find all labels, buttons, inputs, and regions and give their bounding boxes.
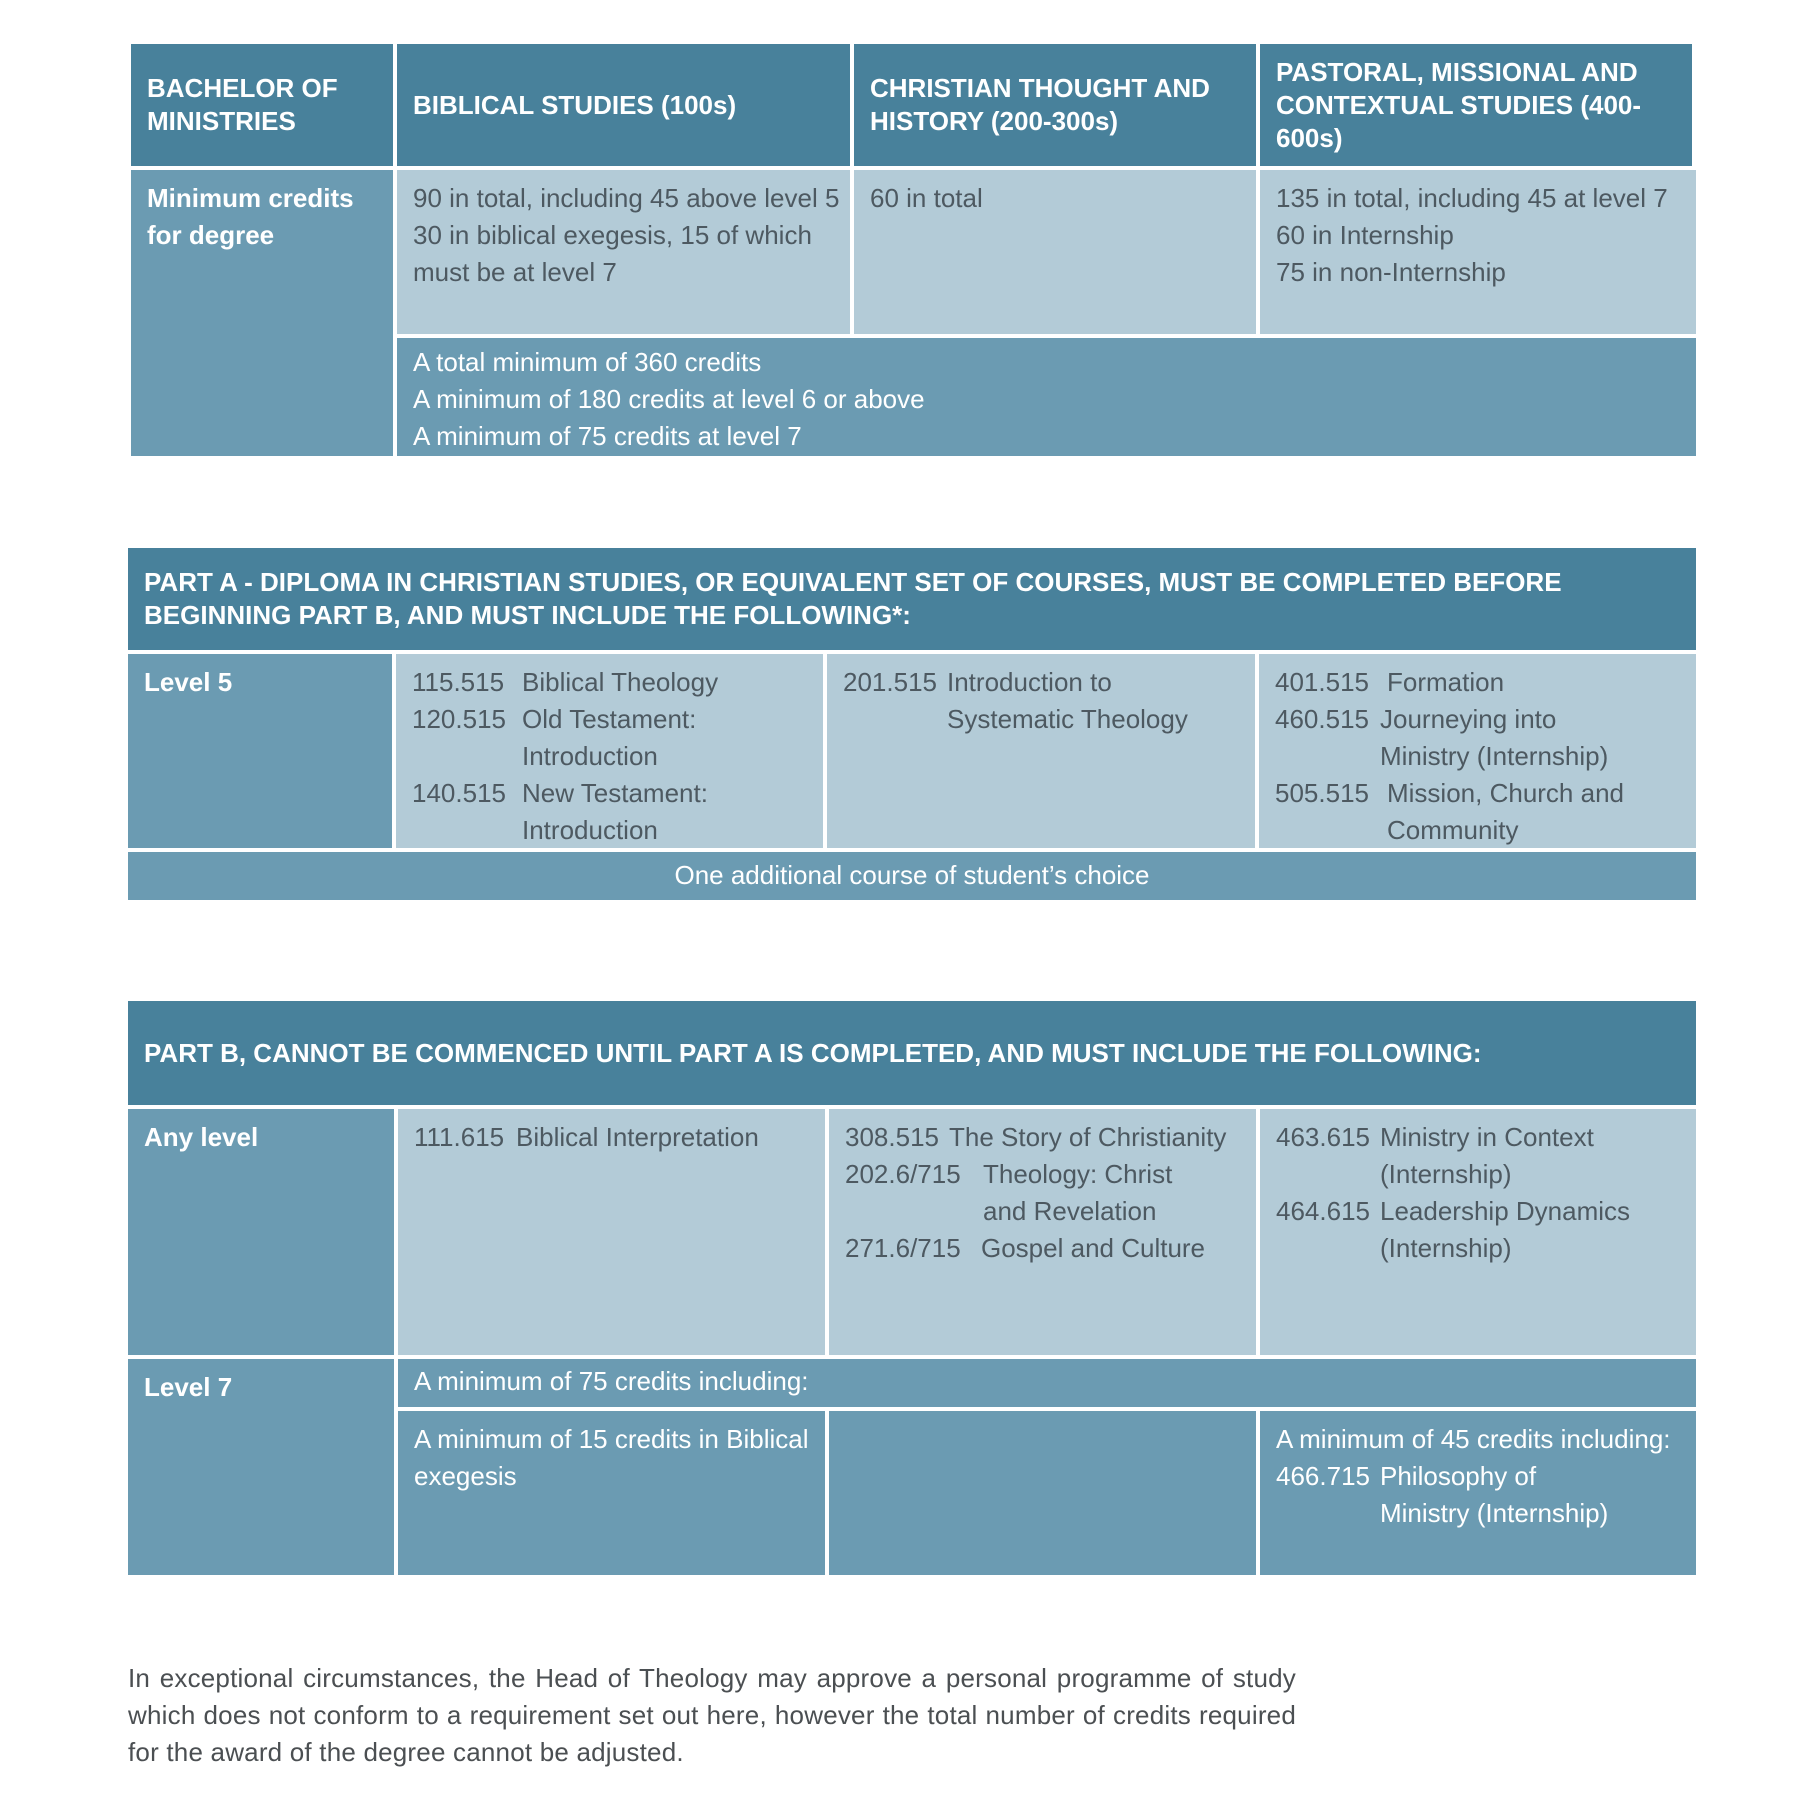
requirement-line: A minimum of 45 credits including:	[1276, 1424, 1671, 1454]
course-code: 308.515	[845, 1122, 939, 1152]
summary-right	[397, 170, 1696, 456]
course-title	[949, 1119, 1226, 1156]
course-title	[947, 664, 1188, 738]
header-text: CHRISTIAN THOUGHT AND HISTORY (200-300s)	[870, 73, 1210, 136]
course-entry	[412, 701, 807, 775]
part-b-heading	[128, 1001, 1696, 1105]
pastoral-credits-cell	[1260, 170, 1696, 334]
title-line: Introduction	[522, 815, 658, 845]
span-text: A minimum of 75 credits including:	[414, 1366, 809, 1396]
credits-line: 135 in total, including 45 at level 7	[1276, 183, 1668, 213]
header-text: PASTORAL, MISSIONAL AND CONTEXTUAL STUDIES (400-600s)	[1276, 56, 1642, 153]
summary-body	[131, 170, 1696, 456]
title-line: Biblical Interpretation	[516, 1122, 759, 1152]
course-entry	[1276, 1458, 1680, 1532]
course-code: 202.6/715	[845, 1159, 961, 1189]
title-line: Introduction	[522, 741, 658, 771]
course-entry	[1276, 1119, 1680, 1193]
title-line: Philosophy of	[1380, 1461, 1537, 1491]
level7-span-cell	[398, 1359, 1696, 1407]
part-b-level7-row	[128, 1359, 1696, 1575]
course-code: 466.715	[1276, 1461, 1370, 1491]
part-a-table	[128, 548, 1696, 900]
course-code: 460.515	[1275, 704, 1369, 734]
part-b-biblical-cell	[398, 1109, 825, 1355]
level-label-text: Level 5	[144, 667, 233, 697]
exceptional-circumstances-note	[128, 1660, 1296, 1771]
course-title	[981, 1230, 1205, 1267]
title-line: (Internship)	[1380, 1233, 1512, 1263]
header-biblical-studies	[397, 44, 850, 166]
course-title	[1380, 1119, 1594, 1193]
requirement-line: A minimum of 15 credits in Biblical	[414, 1424, 809, 1454]
course-title	[522, 664, 718, 701]
part-a-pastoral-cell	[1259, 654, 1696, 848]
course-entry	[845, 1119, 1240, 1156]
course-title	[1387, 664, 1504, 701]
christian-credits-cell	[854, 170, 1256, 334]
credits-line: 90 in total, including 45 above level 5	[413, 183, 840, 213]
title-line: Ministry (Internship)	[1380, 741, 1609, 771]
title-line: Mission, Church and	[1387, 778, 1624, 808]
level7-right	[398, 1359, 1696, 1575]
level7-columns	[398, 1411, 1696, 1575]
title-line: Theology: Christ	[983, 1159, 1173, 1189]
course-entry	[412, 775, 807, 849]
course-title	[1380, 701, 1608, 775]
course-entry	[843, 664, 1239, 738]
degree-summary-table	[131, 44, 1696, 456]
any-level-label	[128, 1109, 394, 1355]
title-line: Old Testament:	[522, 704, 697, 734]
credits-line: 60 in Internship	[1276, 220, 1454, 250]
credits-line: 30 in biblical exegesis, 15 of which	[413, 220, 812, 250]
title-line: Introduction to	[947, 667, 1112, 697]
course-title	[1380, 1458, 1608, 1532]
course-entry	[845, 1156, 1240, 1230]
title-line: Gospel and Culture	[981, 1233, 1206, 1263]
requirement-line: exegesis	[414, 1461, 517, 1491]
course-code: 464.615	[1276, 1196, 1370, 1226]
course-code: 201.515	[843, 667, 937, 697]
course-title	[522, 775, 708, 849]
credits-line: 75 in non-Internship	[1276, 257, 1506, 287]
title-line: Biblical Theology	[522, 667, 719, 697]
course-title	[516, 1119, 759, 1156]
part-b-table	[128, 1001, 1696, 1575]
level5-label	[128, 654, 392, 848]
title-line: Journeying into	[1380, 704, 1557, 734]
header-text: BACHELOR OF MINISTRIES	[147, 73, 338, 136]
level7-label	[128, 1359, 394, 1575]
title-line: Ministry in Context	[1380, 1122, 1594, 1152]
level-label-text: Level 7	[144, 1372, 233, 1402]
part-b-pastoral-cell	[1260, 1109, 1696, 1355]
course-code: 120.515	[412, 704, 506, 734]
course-entry	[1275, 775, 1680, 849]
title-line: The Story of Christianity	[949, 1122, 1227, 1152]
title-line: New Testament:	[522, 778, 708, 808]
total-line: A total minimum of 360 credits	[413, 347, 762, 377]
heading-text: PART B, CANNOT BE COMMENCED UNTIL PART A IS COMPLETED, AND MUST INCLUDE THE FOLLOWING:	[144, 1037, 1482, 1068]
part-a-christian-cell	[827, 654, 1255, 848]
title-line: and Revelation	[983, 1196, 1157, 1226]
course-entry	[845, 1230, 1240, 1267]
header-text: BIBLICAL STUDIES (100s)	[413, 89, 737, 120]
title-line: Community	[1387, 815, 1519, 845]
minimum-credits-label	[131, 170, 393, 456]
summary-header-row	[131, 44, 1696, 166]
part-b-any-level-row	[128, 1109, 1696, 1355]
course-code: 140.515	[412, 778, 506, 808]
summary-credits-row	[397, 170, 1696, 334]
course-title	[1380, 1193, 1630, 1267]
credits-line: must be at level 7	[413, 257, 617, 287]
title-line: Formation	[1387, 667, 1505, 697]
total-line: A minimum of 75 credits at level 7	[413, 421, 802, 451]
course-entry	[1275, 701, 1680, 775]
part-a-level5-row	[128, 654, 1696, 848]
footer-text: One additional course of student’s choice	[674, 860, 1150, 890]
title-line: (Internship)	[1380, 1159, 1512, 1189]
part-b-christian-cell	[829, 1109, 1256, 1355]
total-credits-cell	[397, 338, 1696, 456]
header-christian-thought	[854, 44, 1256, 166]
heading-text: PART A - DIPLOMA IN CHRISTIAN STUDIES, OR EQUIVALENT SET OF COURSES, MUST BE COMPLETED BEFORE BEGINNING PART B, AND MUST INCLUDE THE FOLLOWING*:	[144, 567, 1562, 630]
course-title	[1387, 775, 1624, 849]
header-bachelor-of-ministries	[131, 44, 393, 166]
credits-line: 60 in total	[870, 183, 983, 213]
course-code: 271.6/715	[845, 1233, 961, 1263]
level7-pastoral-cell	[1260, 1411, 1696, 1575]
course-code: 463.615	[1276, 1122, 1370, 1152]
part-a-footer	[128, 852, 1696, 900]
course-entry	[412, 664, 807, 701]
title-line: Systematic Theology	[947, 704, 1188, 734]
title-line: Ministry (Internship)	[1380, 1498, 1609, 1528]
course-code: 505.515	[1275, 778, 1369, 808]
row-label-text: Minimum credits for degree	[147, 183, 354, 250]
part-a-heading	[128, 548, 1696, 650]
course-code: 115.515	[412, 667, 505, 697]
biblical-credits-cell	[397, 170, 850, 334]
course-code: 401.515	[1275, 667, 1369, 697]
total-line: A minimum of 180 credits at level 6 or above	[413, 384, 925, 414]
course-code: 111.615	[414, 1122, 505, 1152]
level-label-text: Any level	[144, 1122, 259, 1152]
course-entry	[414, 1119, 809, 1156]
level7-christian-cell	[829, 1411, 1256, 1575]
part-a-biblical-cell	[396, 654, 823, 848]
level7-biblical-cell	[398, 1411, 825, 1575]
header-pastoral-missional	[1260, 44, 1692, 166]
course-entry	[1275, 664, 1680, 701]
title-line: Leadership Dynamics	[1380, 1196, 1631, 1226]
course-title	[983, 1156, 1172, 1230]
course-entry	[1276, 1193, 1680, 1267]
course-title	[522, 701, 696, 775]
note-text: In exceptional circumstances, the Head of Theology may approve a personal programme of study which does not conform to a requirement set out here, however the total number of credits required for the award of the degree cannot be adjusted.	[128, 1663, 1296, 1767]
